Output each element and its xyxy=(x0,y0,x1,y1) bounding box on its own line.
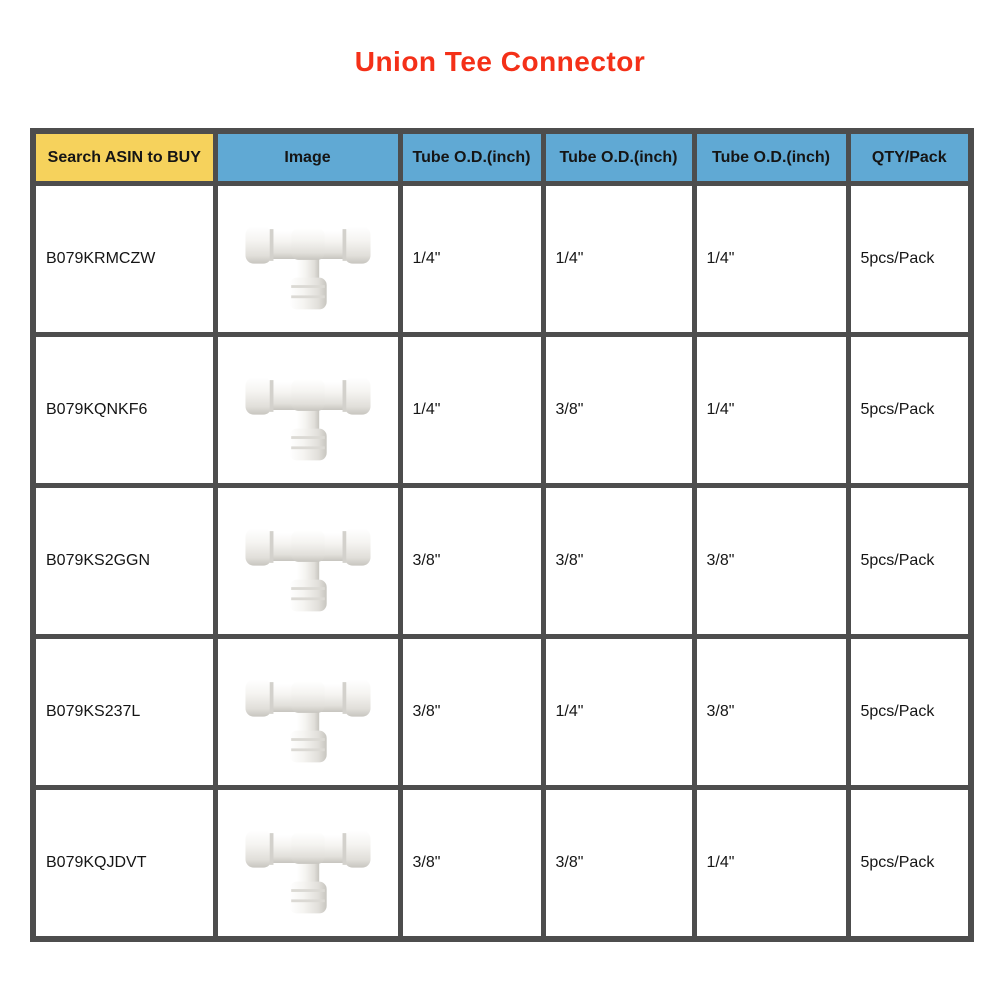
header-tube-od-3: Tube O.D.(inch) xyxy=(694,131,848,184)
tube-od-1-cell: 1/4" xyxy=(400,184,543,335)
image-cell xyxy=(215,788,400,940)
asin-cell: B079KQNKF6 xyxy=(33,335,215,486)
qty-cell: 5pcs/Pack xyxy=(848,486,971,637)
table-row xyxy=(33,788,971,940)
tube-od-2-cell: 1/4" xyxy=(543,184,694,335)
qty-cell: 5pcs/Pack xyxy=(848,335,971,486)
asin-cell: B079KQJDVT xyxy=(33,788,215,940)
qty-cell: 5pcs/Pack xyxy=(848,788,971,940)
tube-od-3-cell: 1/4" xyxy=(694,788,848,940)
asin-cell: B079KS2GGN xyxy=(33,486,215,637)
header-search-asin: Search ASIN to BUY xyxy=(33,131,215,184)
tube-od-1-cell: 3/8" xyxy=(400,637,543,788)
tube-od-1-cell: 3/8" xyxy=(400,486,543,637)
tube-od-3-cell: 1/4" xyxy=(694,184,848,335)
product-comparison-table xyxy=(30,128,974,942)
header-qty-pack: QTY/Pack xyxy=(848,131,971,184)
tube-od-2-cell: 3/8" xyxy=(543,486,694,637)
union-tee-connector-image xyxy=(238,505,378,617)
union-tee-connector-image xyxy=(238,203,378,315)
image-cell xyxy=(215,335,400,486)
tube-od-1-cell: 3/8" xyxy=(400,788,543,940)
image-cell xyxy=(215,184,400,335)
header-image: Image xyxy=(215,131,400,184)
table-row xyxy=(33,184,971,335)
header-tube-od-1: Tube O.D.(inch) xyxy=(400,131,543,184)
asin-cell: B079KS237L xyxy=(33,637,215,788)
tube-od-2-cell: 3/8" xyxy=(543,335,694,486)
image-cell xyxy=(215,486,400,637)
tube-od-1-cell: 1/4" xyxy=(400,335,543,486)
tube-od-3-cell: 1/4" xyxy=(694,335,848,486)
header-row xyxy=(33,131,971,184)
table-row xyxy=(33,335,971,486)
tube-od-2-cell: 3/8" xyxy=(543,788,694,940)
table-row xyxy=(33,486,971,637)
tube-od-3-cell: 3/8" xyxy=(694,486,848,637)
header-tube-od-2: Tube O.D.(inch) xyxy=(543,131,694,184)
union-tee-connector-image xyxy=(238,656,378,768)
table-row xyxy=(33,637,971,788)
asin-cell: B079KRMCZW xyxy=(33,184,215,335)
tube-od-3-cell: 3/8" xyxy=(694,637,848,788)
qty-cell: 5pcs/Pack xyxy=(848,184,971,335)
union-tee-connector-image xyxy=(238,807,378,919)
image-cell xyxy=(215,637,400,788)
tube-od-2-cell: 1/4" xyxy=(543,637,694,788)
page-title: Union Tee Connector xyxy=(354,46,646,77)
qty-cell: 5pcs/Pack xyxy=(848,637,971,788)
union-tee-connector-image xyxy=(238,354,378,466)
